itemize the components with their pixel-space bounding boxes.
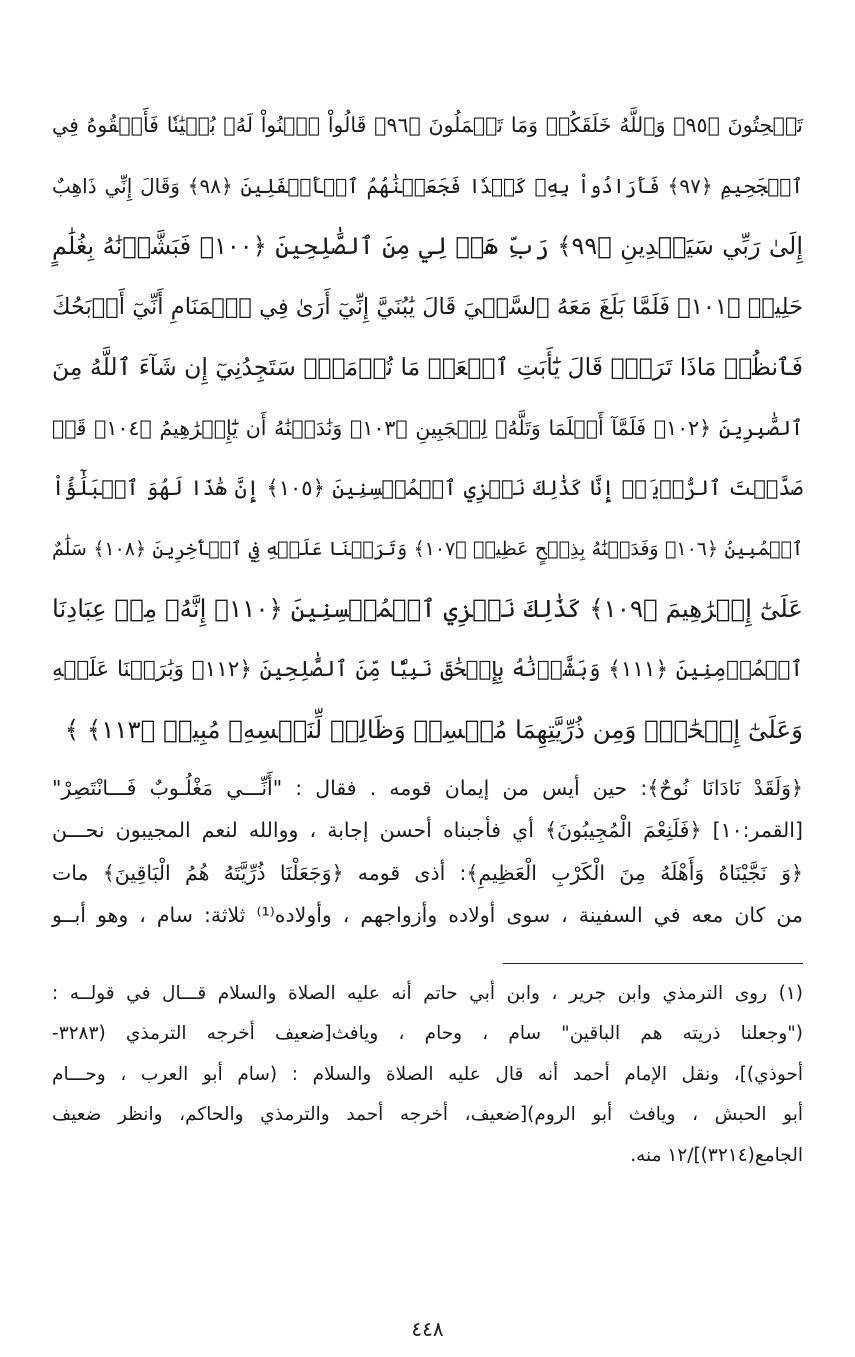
quran-line: ٱلۡمُؤۡمِنِينَ ﴿١١١﴾ وَبَشَّرۡنَٰهُ بِإِسۡحَٰقَ نَبِيّٗا مِّنَ ٱلصَّٰلِحِينَ ﴿١١٢﴾ وَبَٰرَكۡنَا عَلَيۡهِ	[52, 656, 803, 682]
commentary-line: من كان معه في السفينة ، سوى أولاده وأزواجهم ، وأولاده⁽¹⁾ ثلاثة: سام ، وهو أبــو	[52, 903, 803, 927]
quran-line: ٱلۡمُبِينُ ﴿١٠٦﴾ وَفَدَيۡنَٰهُ بِذِبۡحٍ عَظِيمٖ ﴿١٠٧﴾ وَتَرَكۡنَا عَلَيۡهِ فِي ٱلۡأٓخِرِينَ ﴿١٠٨﴾ سَلَٰمٌ	[52, 537, 804, 560]
quran-line: حَلِيمٖ ﴿١٠١﴾ فَلَمَّا بَلَغَ مَعَهُ ٱلسَّعۡيَ قَالَ يَٰبُنَيَّ إِنِّيٓ أَرَىٰ فِي ٱلۡمَنَامِ أَنِّيٓ أَذۡبَحُكَ	[52, 293, 803, 320]
quran-line: تَنۡحِتُونَ ﴿٩٥﴾ وَٱللَّهُ خَلَقَكُمۡ وَمَا تَعۡمَلُونَ ﴿٩٦﴾ قَالُواْ ٱبۡنُواْ لَهُۥ بُنۡيَٰنٗا فَأَلۡقُوهُ فِي	[52, 113, 803, 137]
quran-line: ٱلصَّٰبِرِينَ ﴿١٠٢﴾ فَلَمَّآ أَسۡلَمَا وَتَلَّهُۥ لِلۡجَبِينِ ﴿١٠٣﴾ وَنَٰدَيۡنَٰهُ أَن يَٰٓإِبۡرَٰهِيمُ ﴿١٠٤﴾ قَدۡ	[52, 415, 803, 440]
quran-line: ٱلۡجَحِيمِ ﴿٩٧﴾ فَأَرَادُواْ بِهِۦ كَيۡدٗا فَجَعَلۡنَٰهُمُ ٱلۡأَسۡفَلِينَ ﴿٩٨﴾ وَقَالَ إِنِّي ذَاهِبٌ	[52, 173, 803, 198]
commentary-line: ﴿وَلَقَدْ نَادَانَا نُوحٌ﴾: حين أيس من إيمان قومه . فقال : "أَنِّـــي مَغْلُـوبٌ فَـــانْتَصِرْ"	[52, 775, 803, 800]
footnote-separator	[52, 963, 803, 964]
commentary-line: [القمر:١٠] ﴿فَلَنِعْمَ الْمُجِيبُونَ﴾ أي فأجبناه أحسن إجابة ، ووالله لنعم المجيبون نحـــن	[52, 818, 803, 842]
quran-line: صَدَّقۡتَ ٱلرُّءۡيَآۚ إِنَّا كَذَٰلِكَ نَجۡزِي ٱلۡمُحۡسِنِينَ ﴿١٠٥﴾ إِنَّ هَٰذَا لَهُوَ ٱلۡبَلَٰٓؤُاْ	[52, 476, 804, 500]
footnote-line: الجامع(٣٢١٤)]/١٢ منه.	[630, 1144, 803, 1166]
quran-line: عَلَىٰٓ إِبۡرَٰهِيمَ ﴿١٠٩﴾ كَذَٰلِكَ نَجۡزِي ٱلۡمُحۡسِنِينَ ﴿١١٠﴾ إِنَّهُۥ مِنۡ عِبَادِنَا	[52, 594, 803, 623]
quran-line: إِلَىٰ رَبِّي سَيَهۡدِينِ ﴿٩٩﴾ رَبِّ هَبۡ لِي مِنَ ٱلصَّٰلِحِينَ ﴿١٠٠﴾ فَبَشَّرۡنَٰهُ بِغُلَٰمٍ	[52, 232, 804, 260]
footnote-line: أبو الحبش ، ويافث أبو الروم)[ضعيف، أخرجه أحمد والترمذي والحاكم، وانظر ضعيف	[52, 1104, 803, 1125]
footnotes-block	[52, 974, 803, 1177]
quran-line: فَٱنظُرۡ مَاذَا تَرَىٰۚ قَالَ يَٰٓأَبَتِ ٱفۡعَلۡ مَا تُؤۡمَرُۖ سَتَجِدُنِيٓ إِن شَآءَ ٱللَّهُ مِنَ	[52, 353, 803, 381]
footnote-line: أحوذي)]، ونقل الإمام أحمد أنه قال عليه الصلاة والسلام : (سام أبو العرب ، وحـــام	[52, 1063, 803, 1085]
quran-text-block	[52, 95, 803, 761]
quran-line: وَعَلَىٰٓ إِسۡحَٰقَۚ وَمِن ذُرِّيَّتِهِمَا مُحۡسِنٞ وَظَالِمٞ لِّنَفۡسِهِۦ مُبِينٞ ﴿١١٣﴾ ﴾	[64, 715, 803, 744]
footnote-rule	[503, 963, 803, 964]
commentary-block	[52, 767, 803, 937]
footnote-line: (١) روى الترمذي وابن جرير ، وابن أبي حاتم أنه عليه الصلاة والسلام قـــال في قولــه :	[52, 982, 803, 1004]
commentary-line: ﴿وَ نَجَّيْنَاهُ وَأَهْلَهُ مِنَ الْكَرْبِ الْعَظِيمِ﴾: أذى قومه ﴿وَجَعَلْنَا ذُرِّيَّتَهُ هُمُ الْبَاقِينَ﴾ مات	[52, 860, 803, 885]
page-number: ٤٤٨	[411, 1317, 444, 1341]
footnote-line: ("وجعلنا ذريته هم الباقين" سام ، وحام ، ويافث[ضعيف أخرجه الترمذي (٣٢٨٣-	[52, 1023, 803, 1044]
